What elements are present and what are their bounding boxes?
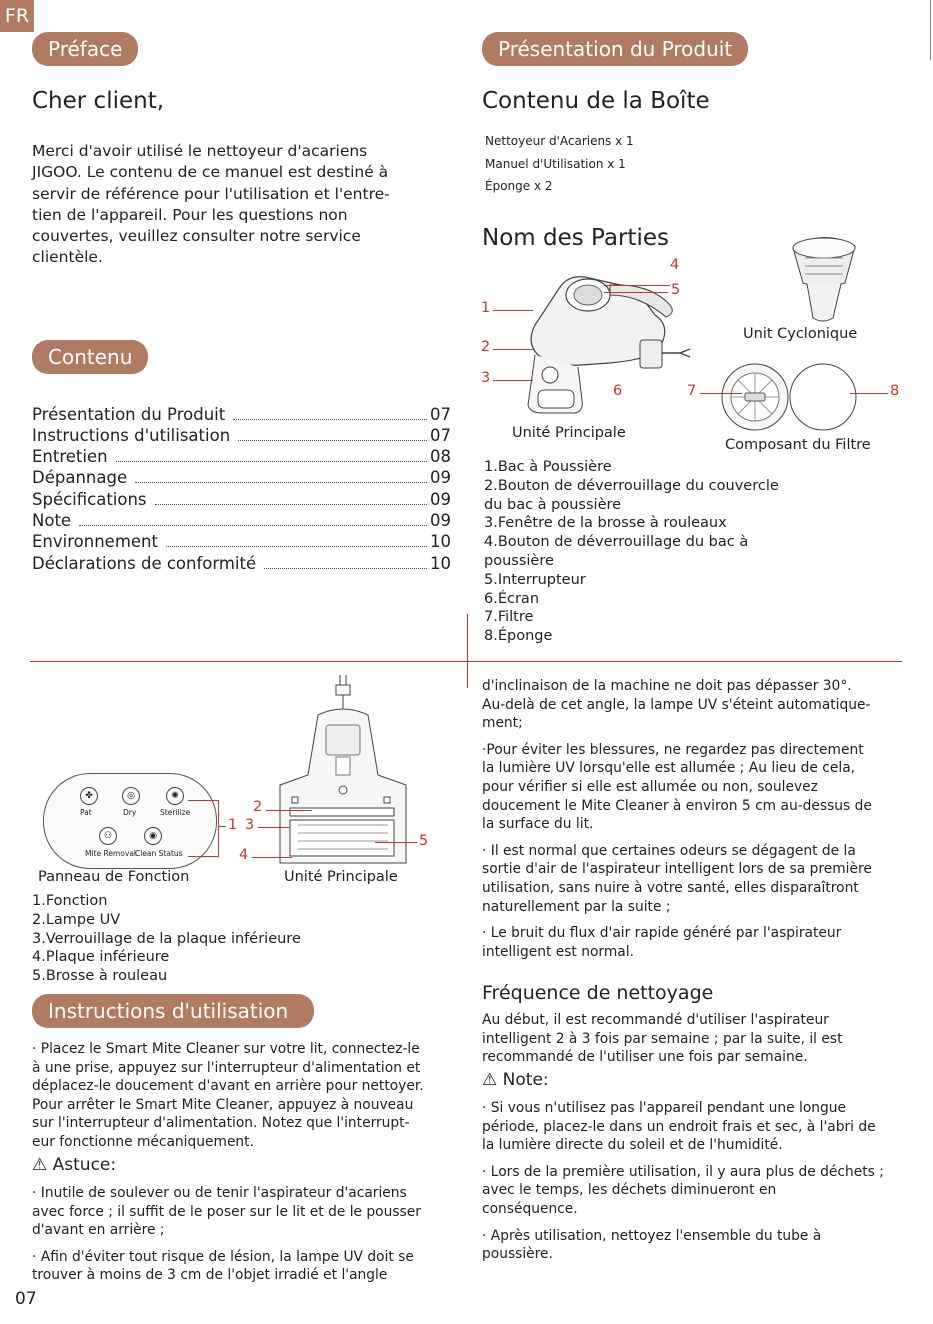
toc-leader (79, 525, 427, 526)
panel-list-item: 2.Lampe UV (32, 911, 121, 928)
tip-2 (32, 1248, 457, 1285)
parts-title: Nom des Parties (482, 225, 669, 251)
callout-number: 5 (419, 833, 429, 849)
text-line: · Placez le Smart Mite Cleaner sur votre lit, connectez-le (32, 1041, 420, 1057)
toc-item[interactable] (32, 405, 451, 426)
preface-text (32, 141, 452, 269)
text-line: avec force ; il suffit de le poser sur le lit et de le pousser (32, 1203, 421, 1220)
sterilize-icon[interactable]: ✺ (166, 787, 184, 805)
clean-status-label: Clean Status (135, 849, 183, 858)
toc-page: 07 (430, 426, 451, 445)
text-line: utilisation, sans nuire à votre santé, elles disparaîtront (482, 879, 859, 896)
parts-line: 1.Bac à Poussière (484, 459, 612, 475)
tip-2-continued (482, 677, 907, 733)
callout-line (850, 393, 888, 394)
main-unit-label: Unité Principale (512, 425, 626, 441)
callout-bracket (188, 800, 219, 857)
toc-page: 09 (430, 511, 451, 530)
clean-status-icon[interactable]: ◉ (144, 827, 162, 845)
text-line: doucement le Mite Cleaner à environ 5 cm au-dessus de (482, 797, 872, 814)
toc-item[interactable] (32, 554, 451, 575)
note-1 (482, 1099, 907, 1155)
text-line: Pour arrêter le Smart Mite Cleaner, appuyez à nouveau (32, 1096, 414, 1113)
horizontal-divider (30, 661, 902, 662)
callout-number: 3 (481, 370, 491, 386)
callout-number: 4 (239, 847, 249, 863)
text-line: déplacez-le doucement d'avant en arrière pour nettoyer. (32, 1078, 424, 1095)
toc-item[interactable] (32, 511, 451, 532)
preface-line: JIGOO. Le contenu de ce manuel est destiné à (32, 163, 389, 182)
filter-label: Composant du Filtre (725, 437, 871, 453)
toc-leader (155, 504, 427, 505)
panel-list-item: 4.Plaque inférieure (32, 949, 170, 966)
text-line: ment; (482, 715, 523, 732)
callout-line (604, 285, 670, 286)
callout-line (375, 842, 417, 843)
toc-page: 10 (430, 554, 451, 573)
dry-icon[interactable]: ◎ (122, 787, 140, 805)
toc-title: Déclarations de conformité (32, 554, 257, 573)
callout-number: 1 (228, 817, 238, 833)
panel-label: Panneau de Fonction (38, 869, 190, 885)
text-line: conséquence. (482, 1200, 578, 1217)
toc-title: Présentation du Produit (32, 405, 226, 424)
right-body (482, 677, 907, 969)
toc-item[interactable] (32, 426, 451, 447)
toc-title: Instructions d'utilisation (32, 426, 231, 445)
frequency-heading: Fréquence de nettoyage (482, 982, 714, 1004)
text-line: · Après utilisation, nettoyez l'ensemble du tube à (482, 1227, 822, 1244)
box-item: Manuel d'Utilisation x 1 (485, 156, 626, 171)
mite-removal-label: Mite Removal (85, 849, 136, 858)
parts-line: 5.Interrupteur (484, 571, 586, 588)
box-contents-title: Contenu de la Boîte (482, 88, 710, 114)
text-line: trouver à moins de 3 cm de l'objet irradié et l'angle (32, 1267, 388, 1284)
callout-number: 2 (481, 339, 491, 355)
callout-line (493, 310, 533, 311)
toc-item[interactable] (32, 490, 451, 511)
text-line: la surface du lit. (482, 816, 594, 833)
callout-line (493, 349, 533, 350)
instructions-intro (32, 1040, 457, 1152)
toc-title: Environnement (32, 532, 158, 551)
callout-line (258, 827, 290, 828)
text-line: · Le bruit du flux d'air rapide généré par l'aspirateur (482, 925, 842, 942)
text-line: · Si vous n'utilisez pas l'appareil pendant une longue (482, 1100, 847, 1116)
text-line: eur fonctionne mécaniquement. (32, 1133, 254, 1150)
tip-heading-text: Astuce: (52, 1155, 117, 1175)
main-unit-illustration (480, 255, 720, 425)
note-heading-text: Note: (502, 1070, 549, 1090)
parts-line: poussière (484, 552, 554, 569)
tip-1 (32, 1184, 457, 1240)
parts-line: 6.Écran (484, 590, 540, 607)
dry-label: Dry (123, 808, 137, 817)
pat-icon[interactable]: ✤ (80, 787, 98, 805)
text-line: · Inutile de soulever ou de tenir l'aspirateur d'acariens (32, 1185, 407, 1201)
text-line: Au début, il est recommandé d'utiliser l'aspirateur (482, 1012, 829, 1028)
tip-5 (482, 924, 907, 961)
parts-line: 3.Fenêtre de la brosse à rouleaux (484, 515, 727, 532)
preface-line: couvertes, veuillez consulter notre service (32, 227, 361, 246)
toc-title: Note (32, 511, 72, 530)
text-line: période, placez-le dans un endroit frais et sec, à l'abri de (482, 1118, 876, 1135)
text-line: pour vérifier si elle est allumée ou non, soulevez (482, 778, 818, 795)
warning-icon: ⚠ (32, 1155, 48, 1175)
toc-item[interactable] (32, 447, 451, 468)
callout-line (218, 826, 226, 827)
text-line: · Afin d'éviter tout risque de lésion, la lampe UV doit se (32, 1248, 414, 1265)
parts-line: 7.Filtre (484, 609, 534, 626)
note-body (482, 1099, 907, 1264)
toc-leader (166, 546, 427, 547)
text-line: intelligent 2 à 3 fois par semaine ; par la suite, il est (482, 1030, 843, 1047)
panel-list-item: 1.Fonction (32, 893, 108, 909)
callout-number: 5 (671, 282, 681, 298)
vertical-divider (467, 614, 468, 688)
text-line: d'inclinaison de la machine ne doit pas dépasser 30°. (482, 678, 852, 694)
note-2 (482, 1163, 907, 1219)
mite-removal-icon[interactable]: ⚇ (99, 827, 117, 845)
callout-line (266, 810, 312, 811)
text-line: · Il est normal que certaines odeurs se dégagent de la (482, 842, 856, 859)
toc-page: 08 (430, 447, 451, 466)
preface-line: servir de référence pour l'utilisation et l'entre- (32, 184, 390, 203)
text-line: avec le temps, les déchets diminueront en (482, 1182, 777, 1199)
toc-heading: Contenu (32, 340, 148, 374)
warning-icon: ⚠ (482, 1070, 498, 1090)
callout-line (493, 380, 533, 381)
cyclone-unit-illustration (783, 228, 863, 328)
toc-item[interactable] (32, 532, 451, 553)
box-item: Nettoyeur d'Acariens x 1 (485, 134, 634, 148)
text-line: à une prise, appuyez sur l'interrupteur d'alimentation et (32, 1059, 421, 1076)
toc-leader (116, 461, 427, 462)
toc-leader (264, 568, 427, 569)
parts-line: du bac à poussière (484, 496, 622, 513)
page-number: 07 (15, 1289, 37, 1309)
instructions-body (32, 1040, 457, 1160)
tips-body (32, 1184, 457, 1285)
parts-line: 4.Bouton de déverrouillage du bac à (484, 534, 749, 551)
note-3 (482, 1227, 907, 1264)
frequency-body (482, 1011, 907, 1067)
toc-page: 07 (430, 405, 451, 424)
preface-line: clientèle. (32, 248, 103, 267)
toc-page: 09 (430, 468, 451, 487)
callout-line (252, 857, 292, 858)
text-line: recommandé de l'utiliser une fois par semaine. (482, 1049, 808, 1066)
text-line: Au-delà de cet angle, la lampe UV s'éteint automatique- (482, 696, 871, 713)
text-line: ·Pour éviter les blessures, ne regardez pas directement (482, 741, 864, 758)
preface-line: tien de l'appareil. Pour les questions non (32, 205, 348, 224)
tip-4 (482, 842, 907, 916)
toc-leader (238, 440, 427, 441)
sterilize-label: Sterilize (160, 808, 191, 817)
box-item: Éponge x 2 (485, 179, 553, 193)
pat-label: Pat (80, 808, 92, 817)
tip-heading (32, 1155, 116, 1175)
toc-title: Entretien (32, 447, 108, 466)
bottom-view-illustration (278, 675, 413, 865)
text-line: sortie d'air de l'aspirateur intelligent lors de sa première (482, 861, 872, 878)
text-line: la lumière UV lorsqu'elle est allumée ; Au lieu de cela, (482, 760, 856, 777)
instructions-heading: Instructions d'utilisation (32, 994, 314, 1028)
callout-line (604, 292, 668, 293)
note-heading (482, 1070, 549, 1090)
preface-line: Merci d'avoir utilisé le nettoyeur d'acariens (32, 142, 368, 160)
callout-number: 3 (245, 817, 255, 833)
preface-heading: Préface (32, 32, 138, 66)
text-line: naturellement par la suite ; (482, 898, 671, 915)
callout-number: 2 (253, 799, 263, 815)
text-line: intelligent est normal. (482, 943, 634, 960)
text-line: sur l'interrupteur d'alimentation. Notez que l'interrupt- (32, 1115, 410, 1132)
callout-number: 1 (481, 300, 491, 316)
text-line: d'avant en arrière ; (32, 1222, 165, 1239)
box-contents-list (485, 130, 634, 198)
product-heading: Présentation du Produit (482, 32, 748, 66)
toc-title: Spécifications (32, 490, 147, 509)
callout-number: 4 (670, 257, 680, 273)
edge-line (930, 0, 931, 60)
callout-number: 8 (890, 383, 900, 399)
text-line: · Lors de la première utilisation, il y aura plus de déchets ; (482, 1163, 884, 1180)
tip-3 (482, 741, 907, 834)
panel-list (32, 892, 301, 986)
toc-item[interactable] (32, 468, 451, 489)
parts-list (484, 458, 779, 646)
toc-leader (135, 482, 427, 483)
toc-title: Dépannage (32, 468, 128, 487)
parts-line: 2.Bouton de déverrouillage du couvercle (484, 477, 779, 494)
language-tag: FR (0, 0, 34, 32)
parts-line: 8.Éponge (484, 628, 553, 645)
callout-number: 6 (613, 383, 623, 399)
toc-page: 09 (430, 490, 451, 509)
panel-list-item: 5.Brosse à rouleau (32, 968, 168, 985)
text-line: poussière. (482, 1246, 553, 1263)
callout-line (700, 393, 742, 394)
toc-leader (233, 419, 427, 420)
toc-page: 10 (430, 532, 451, 551)
filter-illustration (720, 362, 860, 432)
text-line: la lumière directe du soleil et de l'humidité. (482, 1137, 783, 1154)
greeting: Cher client, (32, 88, 165, 114)
bottom-unit-label: Unité Principale (284, 869, 398, 885)
callout-number: 7 (687, 383, 697, 399)
panel-list-item: 3.Verrouillage de la plaque inférieure (32, 930, 301, 947)
cyclone-label: Unit Cyclonique (743, 326, 858, 342)
